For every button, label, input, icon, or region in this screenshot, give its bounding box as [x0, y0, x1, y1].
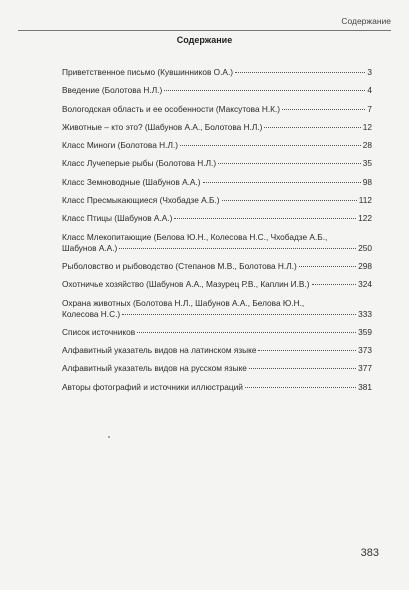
dot-leader — [122, 314, 356, 315]
toc-entry-line — [62, 213, 372, 224]
toc-entry-line — [62, 104, 372, 115]
toc-entry — [62, 177, 372, 188]
toc-page-number: 377 — [358, 363, 372, 374]
toc-entry-text: Введение (Болотова Н.Л.) — [62, 85, 163, 96]
toc-entry — [62, 363, 372, 374]
toc-entry-text: Авторы фотографий и источники иллюстраций — [62, 381, 243, 392]
toc-entry-text: Колесова Н.С.) — [62, 308, 121, 319]
toc-entry — [62, 232, 372, 254]
toc-entry-text: Рыболовство и рыбоводство (Степанов М.В., Болотова Н.Л.) — [62, 260, 297, 271]
toc-entry-text: Охрана животных (Болотова Н.Л., Шабунов А.А., Белова Ю.Н., — [62, 297, 305, 308]
toc-page-number: 98 — [362, 176, 372, 187]
toc-entry-line — [62, 309, 372, 320]
toc-entry — [62, 382, 372, 393]
header-rule — [18, 30, 391, 31]
toc-page-number: 333 — [358, 308, 372, 319]
toc-entry-text: Список источников — [62, 326, 136, 337]
toc-entry-line — [62, 85, 372, 96]
toc-entry — [62, 345, 372, 356]
toc-entry-line — [62, 67, 372, 78]
toc-entry-line — [62, 140, 372, 151]
dot-leader — [137, 332, 356, 333]
dot-leader — [180, 145, 361, 146]
toc-title: Содержание — [176, 35, 233, 45]
toc-entry — [62, 279, 372, 290]
dot-leader — [249, 368, 356, 369]
toc-entry — [62, 195, 372, 206]
dot-leader — [245, 387, 356, 388]
toc-entry-line — [62, 261, 372, 272]
toc-entry-line — [62, 243, 372, 254]
dot-leader — [258, 350, 356, 351]
toc-page-number: 122 — [358, 213, 372, 224]
toc-entry-text: Класс Земноводные (Шабунов А.А.) — [62, 176, 201, 187]
toc-entry-line — [62, 327, 372, 338]
dot-leader — [235, 72, 365, 73]
toc-page-number: 4 — [367, 85, 372, 96]
page-number: 383 — [360, 547, 379, 559]
toc-entry-text: Класс Млекопитающие (Белова Ю.Н., Колесова Н.С., Чхобадзе А.Б., — [62, 231, 328, 242]
toc-entry-text: Шабунов А.А.) — [62, 242, 118, 253]
dot-leader — [174, 218, 356, 219]
toc-page-number: 112 — [358, 195, 372, 206]
dot-leader — [218, 163, 361, 164]
toc-entry-line — [62, 363, 372, 374]
toc-entry — [62, 85, 372, 96]
toc-entry-line — [62, 345, 372, 356]
toc-entry — [62, 158, 372, 169]
table-of-contents — [62, 67, 372, 400]
toc-page-number: 250 — [358, 242, 372, 253]
toc-entry — [62, 213, 372, 224]
toc-entry-text: Класс Миноги (Болотова Н.Л.) — [62, 140, 178, 151]
toc-entry-text: Алфавитный указатель видов на русском языке — [62, 363, 247, 374]
toc-page-number: 324 — [358, 279, 372, 290]
toc-entry — [62, 298, 372, 320]
toc-page-number: 298 — [358, 260, 372, 271]
toc-entry — [62, 327, 372, 338]
dot-leader — [203, 182, 361, 183]
toc-page-number: 373 — [358, 345, 372, 356]
dot-leader — [299, 266, 356, 267]
dot-leader — [312, 284, 357, 285]
toc-page-number: 12 — [362, 121, 372, 132]
toc-entry-text: Животные – кто это? (Шабунов А.А., Болотова Н.Л.) — [62, 121, 263, 132]
toc-entry — [62, 140, 372, 151]
toc-entry-line — [62, 122, 372, 133]
toc-entry — [62, 104, 372, 115]
toc-page-number: 35 — [362, 158, 372, 169]
dot-leader — [222, 200, 357, 201]
toc-entry-text: Класс Лучеперые рыбы (Болотова Н.Л.) — [62, 158, 217, 169]
toc-entry-line — [62, 382, 372, 393]
toc-page-number: 359 — [358, 326, 372, 337]
running-header: Содержание — [341, 16, 391, 26]
toc-entry — [62, 67, 372, 78]
toc-page-number: 381 — [358, 381, 372, 392]
toc-entry-line — [62, 195, 372, 206]
toc-entry-line — [62, 158, 372, 169]
print-speck — [108, 436, 110, 438]
toc-entry-text: Алфавитный указатель видов на латинском языке — [62, 345, 257, 356]
dot-leader — [282, 109, 365, 110]
toc-page-number: 28 — [362, 140, 372, 151]
toc-entry-line — [62, 177, 372, 188]
toc-entry — [62, 122, 372, 133]
dot-leader — [119, 248, 356, 249]
toc-page-number: 7 — [367, 103, 372, 114]
toc-page-number: 3 — [367, 67, 372, 77]
dot-leader — [164, 90, 365, 91]
toc-entry-text: Приветственное письмо (Кувшинников О.А.) — [62, 67, 234, 77]
toc-entry-text: Класс Птицы (Шабунов А.А.) — [62, 213, 173, 224]
toc-entry-text: Охотничье хозяйство (Шабунов А.А., Мазурец Р.В., Каплин И.В.) — [62, 279, 310, 290]
toc-entry — [62, 261, 372, 272]
dot-leader — [264, 127, 360, 128]
toc-entry-text: Класс Пресмыкающиеся (Чхобадзе А.Б.) — [62, 195, 220, 206]
toc-entry-text: Вологодская область и ее особенности (Максутова Н.К.) — [62, 103, 281, 114]
toc-entry-line — [62, 279, 372, 290]
